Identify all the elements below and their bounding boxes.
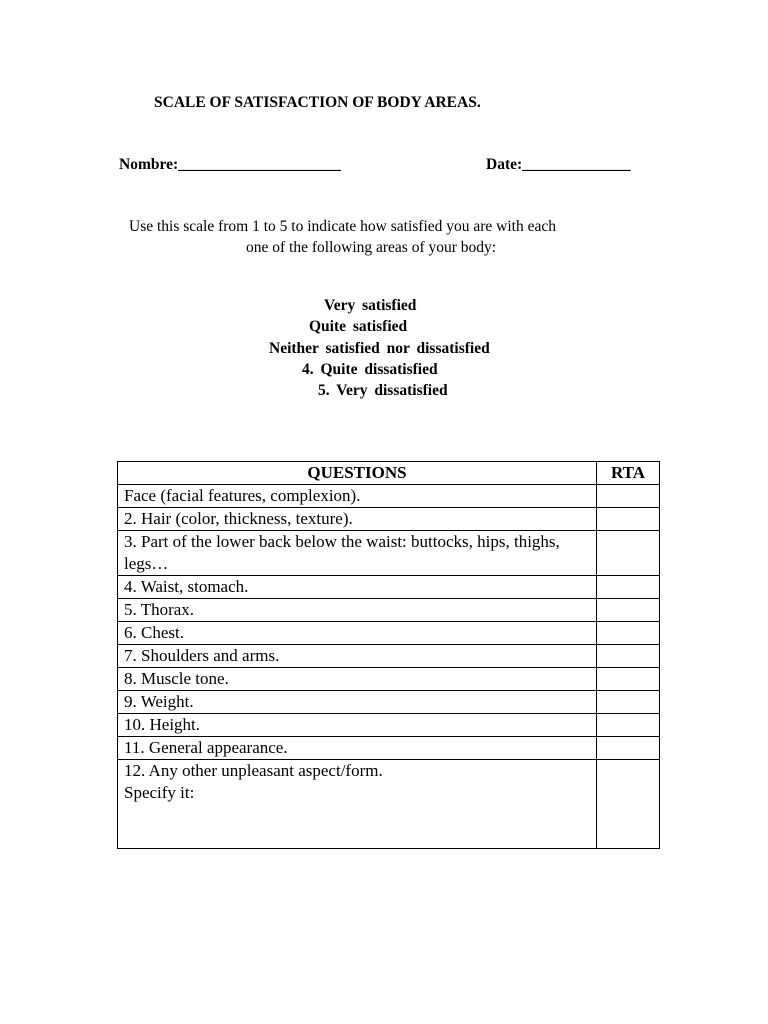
table-row [118,668,660,691]
questions-column-header: QUESTIONS [118,462,597,485]
answer-cell[interactable] [597,622,660,645]
table-row [118,737,660,760]
table-row [118,576,660,599]
table-row [118,645,660,668]
answer-cell[interactable] [597,737,660,760]
question-cell: 11. General appearance. [118,737,597,760]
document-title: SCALE OF SATISFACTION OF BODY AREAS. [154,94,481,111]
answer-cell[interactable] [597,485,660,508]
question-cell: 4. Waist, stomach. [118,576,597,599]
instructions-line-2: one of the following areas of your body: [246,239,497,256]
question-cell: Face (facial features, complexion). [118,485,597,508]
instructions-line-1: Use this scale from 1 to 5 to indicate how satisfied you are with each [129,218,556,235]
answer-cell[interactable] [597,508,660,531]
answer-cell[interactable] [597,645,660,668]
table-row [118,485,660,508]
scale-option-2: Quite satisfied [309,318,408,335]
scale-option-4: 4. Quite dissatisfied [302,361,438,378]
question-cell: 6. Chest. [118,622,597,645]
scale-option-5: 5. Very dissatisfied [318,382,448,399]
rta-column-header: RTA [597,462,660,485]
table-row [118,531,660,576]
table-row [118,599,660,622]
answer-cell[interactable] [597,531,660,576]
question-cell: 2. Hair (color, thickness, texture). [118,508,597,531]
name-field-label: Nombre:_____________________ [119,156,341,173]
question-cell [118,760,597,849]
table-header-row [118,462,660,485]
answer-cell[interactable] [597,576,660,599]
date-field-label: Date:______________ [486,156,631,173]
question-cell: 8. Muscle tone. [118,668,597,691]
question-cell: 7. Shoulders and arms. [118,645,597,668]
answer-cell[interactable] [597,691,660,714]
specify-label: Specify it: [124,783,195,802]
table-row [118,714,660,737]
question-cell: 5. Thorax. [118,599,597,622]
question-cell: 3. Part of the lower back below the waist: buttocks, hips, thighs, legs… [118,531,597,576]
scale-option-1: Very satisfied [324,297,417,314]
questions-table [117,461,660,849]
table-row [118,508,660,531]
question-cell: 10. Height. [118,714,597,737]
answer-cell[interactable] [597,714,660,737]
answer-cell[interactable] [597,599,660,622]
answer-cell[interactable] [597,760,660,849]
table-row [118,760,660,849]
scale-option-3: Neither satisfied nor dissatisfied [269,340,490,357]
answer-cell[interactable] [597,668,660,691]
question-cell: 9. Weight. [118,691,597,714]
table-row [118,622,660,645]
table-row [118,691,660,714]
question-text: 12. Any other unpleasant aspect/form. [124,761,383,780]
